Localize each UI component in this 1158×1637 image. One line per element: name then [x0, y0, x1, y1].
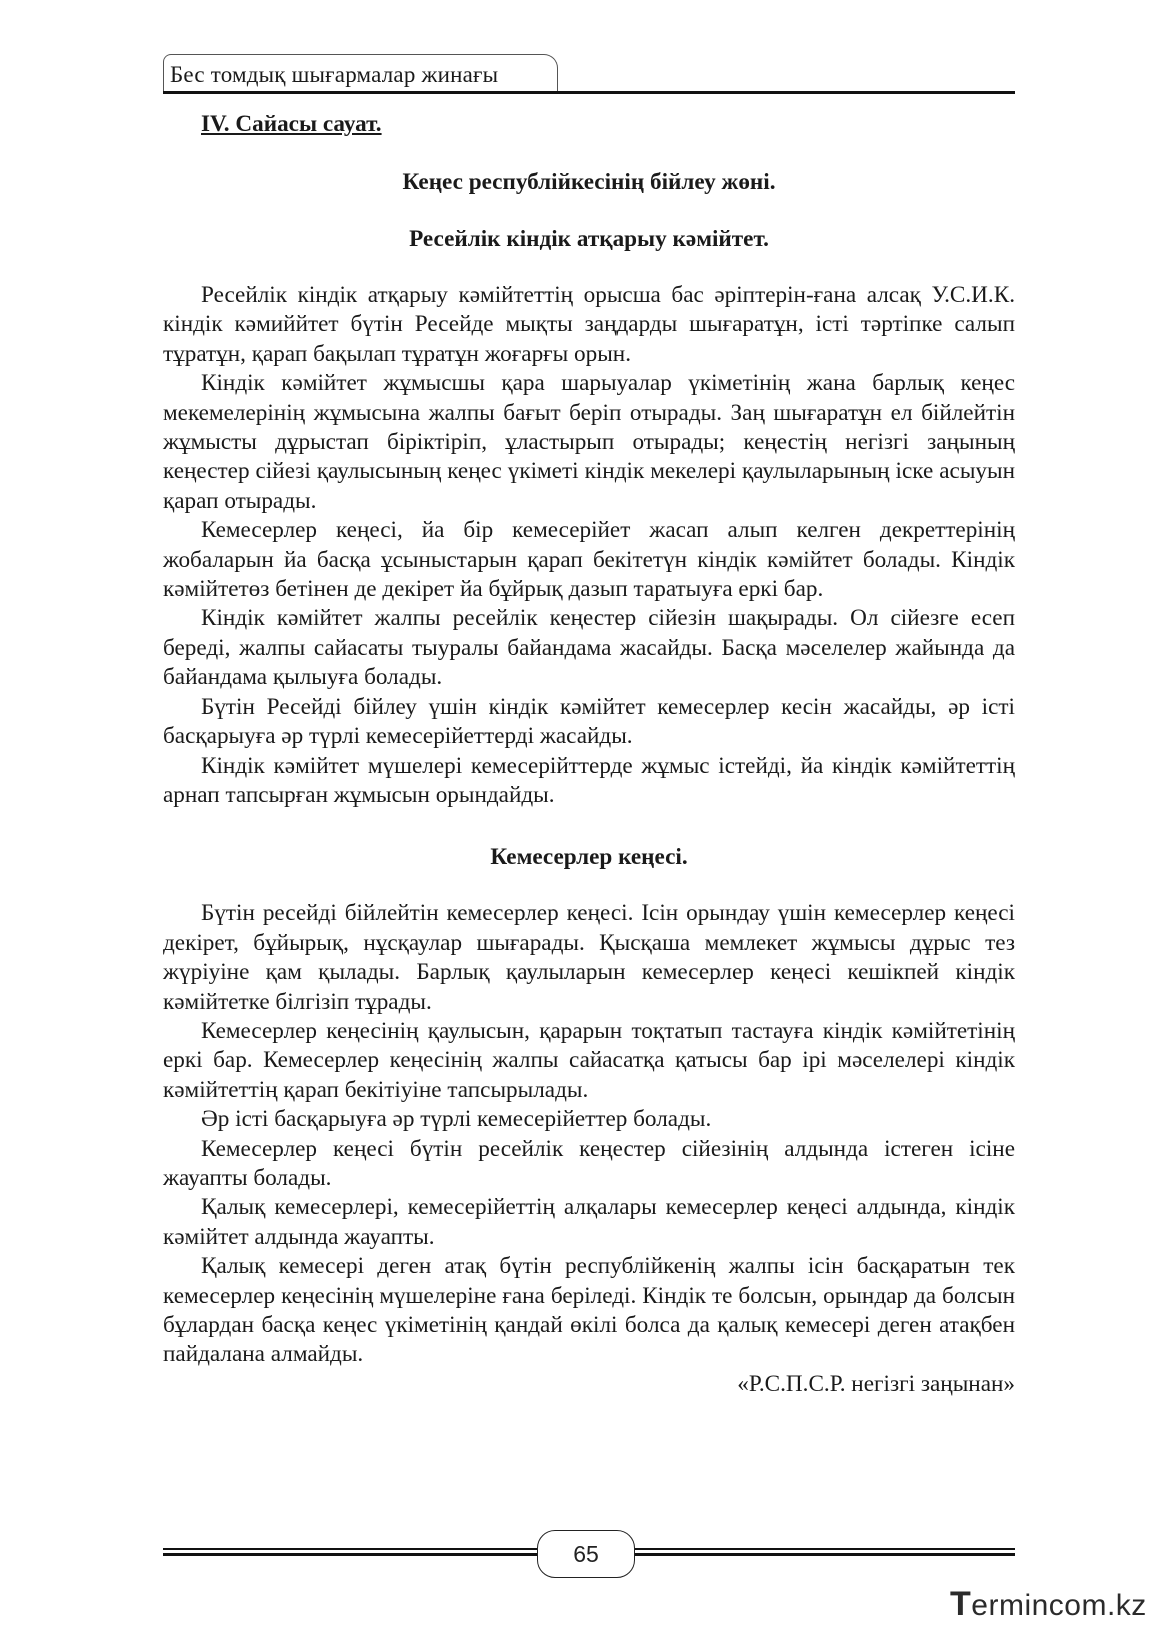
- paragraph: Кемесерлер кеңесі, йа бір кемесерійет жасап алып келген декреттерінің жобаларын йа басқа ұсыныстарын қарап бекітетүн кіндік кәмійтет болады. Кіндік кәмійтетөз бетінен де декірет йа бұйрық дазып таратыуға еркі бар.: [163, 517, 1015, 603]
- paragraph: Әр істі басқарыуға әр түрлі кемесерійеттер болады.: [201, 1106, 712, 1133]
- section-heading: IV. Сайасы сауат.: [201, 111, 382, 137]
- paragraph: Кіндік кәмійтет жұмысшы қара шарыуалар үкіметінің жана барлық кеңес мекемелерінің жұмысына жалпы бағыт беріп отырады. Заң шығаратұн ел бійлейтін жұмысты дұрыстап біріктіріп, ұластырып отырады; кеңестің негізгі заңының кеңестер сійезі қаулысының кеңес үкіметі кіндік мекелері қаулыларының іске асыуын қарап отырады.: [163, 370, 1015, 514]
- watermark-logo: [950, 1585, 1147, 1624]
- watermark-first-letter: T: [950, 1585, 972, 1623]
- page-body: [163, 104, 1015, 1399]
- subheading-council-of-commissars: Кемесерлер кеңесі.: [490, 844, 688, 871]
- paragraph: Кемесерлер кеңесінің қаулысын, қарарын тоқтатып тастауға кіндік кәмійтетінің еркі бар. Кемесерлер кеңесінің жалпы сайасатқа қатысы бар ірі мәселелері кіндік кәмійтеттің қарап бекітіуіне тапсырылады.: [163, 1017, 1015, 1103]
- paragraph: Қалық кемесері деген атақ бүтін республійкенің жалпы ісін басқаратын тек кемесерлер кеңесінің мүшелеріне ғана беріледі. Кіндік те болсын, орындар да болсын бұлардан басқа кеңес үкіметінің қандай өкілі болса да қалық кемесері деген атақбен пайдалана алмайды.: [163, 1253, 1015, 1368]
- paragraph-group-2: [163, 899, 1015, 1399]
- paragraph-group-1: [163, 281, 1015, 810]
- paragraph: Кемесерлер кеңесі бүтін ресейлік кеңестер сійезінің алдында істеген ісіне жауапты болады.: [163, 1135, 1015, 1191]
- subheading-central-executive-committee: Ресейлік кіндік атқарыу кәмійтет.: [409, 226, 769, 252]
- page-number: 65: [537, 1530, 635, 1578]
- watermark-text-end: m.kz: [1081, 1589, 1147, 1622]
- paragraph: Кіндік кәмійтет жалпы ресейлік кеңестер сійезін шақырады. Ол сійезге есеп береді, жалпы сайасаты тыуралы байандама жасайды. Басқа мәселелер жайында да байандама қылыуға болады.: [163, 605, 1015, 691]
- watermark-text-start: ermincо: [971, 1589, 1082, 1622]
- header-rule: [163, 91, 1015, 94]
- running-header-title: Бес томдық шығармалар жинағы: [170, 62, 499, 87]
- source-citation: «Р.С.П.С.Р. негізгі заңынан»: [737, 1370, 1015, 1397]
- paragraph: Ресейлік кіндік атқарыу кәмійтеттің орысша бас әріптерін-ғана алсақ У.С.И.К. кіндік кәмиййтет бүтін Ресейде мықты заңдарды шығаратұн, істі тәртіпке салып тұратұн, қарап бақылап тұратұн жоғарғы орын.: [163, 282, 1015, 367]
- paragraph: Бүтін ресейді бійлейтін кемесерлер кеңесі. Ісін орындау үшін кемесерлер кеңесі декірет, бұйырық, нұсқаулар шығарады. Қысқаша мемлекет жұмысы дұрыс тез жүріуіне қам қылады. Барлық қаулыларын кемесерлер кеңесі кешікпей кіндік кәмійтетке білгізіп тұрады.: [163, 900, 1015, 1015]
- paragraph: Кіндік кәмійтет мүшелері кемесерійттерде жұмыс істейді, йа кіндік кәмійтеттің арнап тапсырған жұмысын орындайды.: [163, 752, 1015, 808]
- paragraph: Бүтін Ресейді бійлеу үшін кіндік кәмійтет кемесерлер кесін жасайды, әр істі басқарыуға әр түрлі кемесерійеттерді жасайды.: [163, 693, 1015, 750]
- paragraph: Қалық кемесерлері, кемесерійеттің алқалары кемесерлер кеңесі алдында, кіндік кәмійтет алдында жауапты.: [163, 1194, 1015, 1250]
- subheading-republic-governance: Кеңес республійкесінің бійлеу жөні.: [402, 169, 776, 195]
